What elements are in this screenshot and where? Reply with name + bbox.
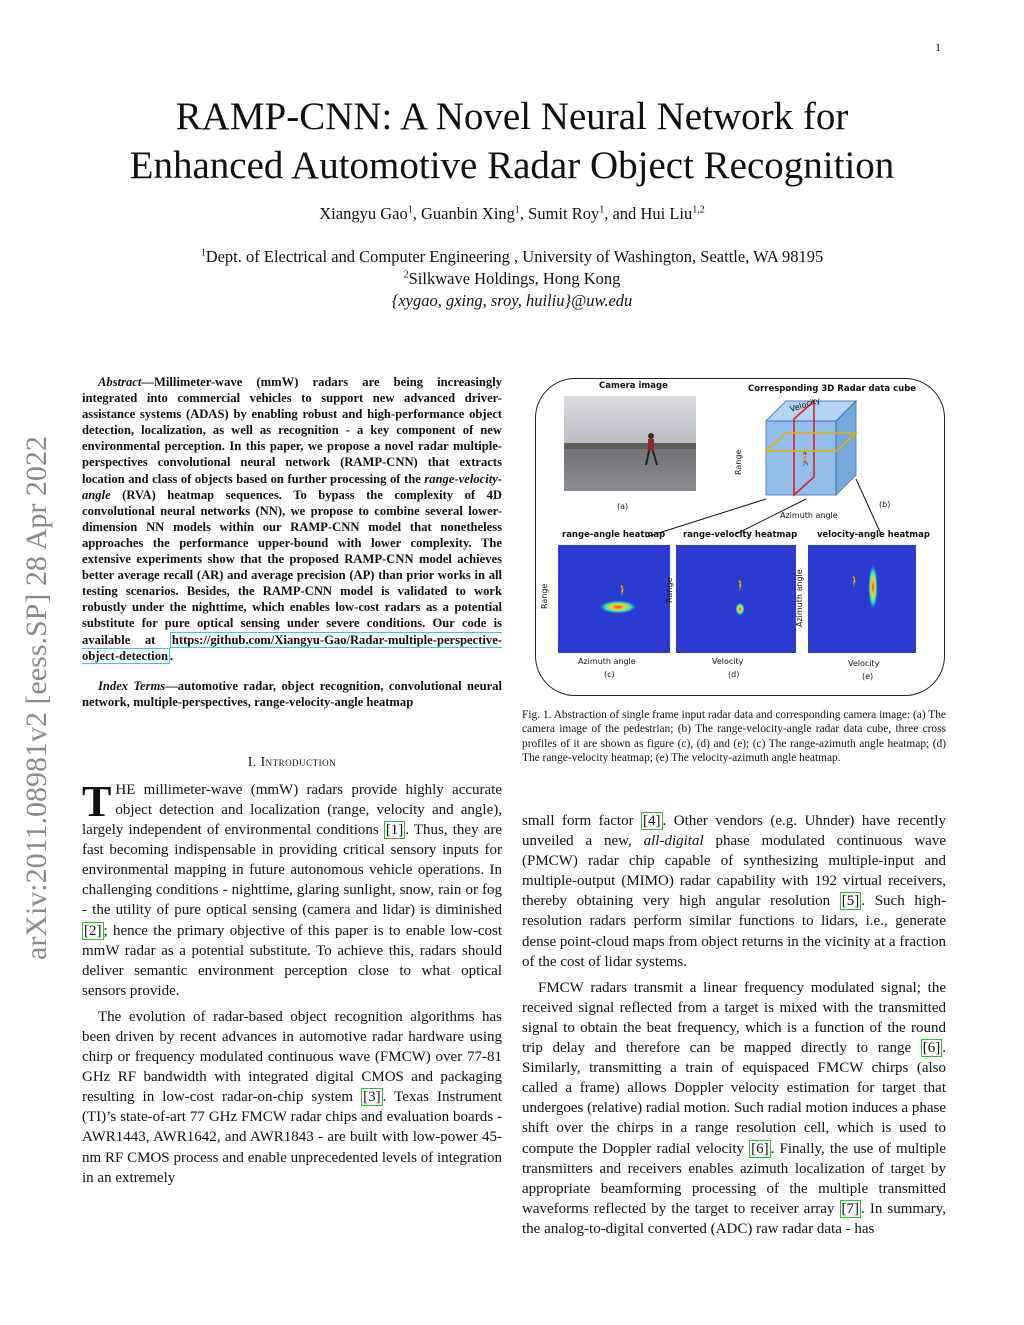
affiliation-1: [60, 246, 964, 268]
para-text: ; hence the primary objective of this paper is to enable low-cost mmW radar as a potential substitute. To achieve this, radars should deliver semantic environment perception close to what optical sensors provide.: [82, 922, 502, 999]
hm1-title: range-angle heatmap: [562, 530, 666, 540]
para-text: FMCW radars transmit a linear frequency modulated signal; the received signal reflected from a target is mixed with the transmitted signal to obtain the beat frequency, which is a function of the round trip delay and therefore can be mapped directly to range: [522, 979, 946, 1057]
label-e: (e): [862, 672, 874, 681]
figure-1: [535, 378, 945, 696]
hm3-target-blob: [868, 563, 878, 611]
index-terms-text: —automotive radar, object recognition, convolutional neural network, multiple-perspectives, range-velocity-angle heatmap: [82, 678, 502, 709]
para-text: phase modulated continuous wave (PMCW) radar chip capable of synthesizing multiple-input and multiple-output (MIMO) radar capability with 192 virtual receivers, thereby obtaining very high angular resolution: [522, 833, 947, 910]
author: Xiangyu Gao: [319, 204, 408, 223]
hm3-xlabel: Velocity: [848, 659, 880, 668]
citation-link[interactable]: [7]: [841, 1200, 860, 1217]
author: Guanbin Xing: [420, 204, 515, 223]
label-b: (b): [879, 500, 891, 509]
page-number: 1: [935, 40, 941, 54]
camera-title: Camera image: [599, 381, 668, 391]
cube-pedestrian-icon: 🚶: [798, 452, 813, 466]
author-sep: , and: [604, 204, 641, 223]
paper-title: [60, 92, 964, 190]
para-text: . Such high-resolution radars perform similar functions to lidars, i.e., generate dense point-cloud maps from object returns in the vicinity at a fraction of the cost of lidar systems.: [522, 893, 946, 970]
para-text: . Other vendors (e.g. Uhnder) have recently unveiled a new,: [522, 813, 946, 850]
para-text: small form factor: [522, 813, 642, 829]
citation-link[interactable]: [2]: [84, 922, 102, 939]
citation-link[interactable]: [6]: [751, 1140, 769, 1157]
section-heading: [82, 754, 502, 770]
section-number: I.: [247, 753, 257, 769]
code-link[interactable]: https://github.com/Xiangyu-Gao/Radar-multiple-perspective-object-detection: [82, 632, 502, 663]
hm1-ylabel: Range: [540, 583, 549, 609]
arxiv-stamp: arXiv:2011.08981v2 [eess.SP] 28 Apr 2022: [20, 436, 53, 960]
hm3-pedestrian-icon: 🚶: [848, 576, 862, 588]
radar-cube: [766, 401, 856, 495]
index-terms: [82, 678, 502, 710]
para-text: . Thus, they are fast becoming indispensable in providing critical sensory inputs for environmental mapping in future autonomous vehicle operations. In challenging conditions - nighttime, glaring sunlight, snow, rain or fog - the utility of pure optical sensing (camera and lidar) is diminished: [82, 822, 502, 919]
hm2-target-blob: [735, 602, 745, 616]
section-title: Introduction: [260, 753, 337, 769]
hm2-pedestrian-icon: 🚶: [734, 580, 748, 592]
left-column: [82, 374, 502, 1188]
para-text: The evolution of radar-based object recognition algorithms has been driven by recent advances in automotive radar hardware using chirp or frequency modulated continuous wave (FMCW) over 77-81 GHz RF bandwidth with integrated digital CMOS and packaging resulting in low-cost radar-on-chip system: [82, 1008, 502, 1106]
abstract-label: Abstract: [98, 375, 142, 389]
abstract: [82, 374, 502, 664]
author: Sumit Roy: [528, 204, 600, 223]
author-list: [60, 204, 964, 224]
author-sup: 1,2: [692, 204, 705, 216]
hm1-xlabel: Azimuth angle: [578, 657, 636, 666]
author-sup: 1: [599, 204, 605, 216]
right-paragraph-2: [522, 978, 946, 1239]
hm3-ylabel: Azimuth angle: [795, 569, 804, 627]
citation-link[interactable]: [4]: [643, 813, 661, 829]
title-line-2: Enhanced Automotive Radar Object Recognition: [129, 144, 895, 187]
label-c: (c): [604, 670, 615, 679]
author-sup: 1: [407, 204, 413, 216]
dropcap: T: [82, 776, 112, 826]
affiliation-2: [60, 268, 964, 290]
figure-1-graphic: [536, 379, 946, 697]
para-text: . Texas Instrument (TI)’s state-of-art 77 GHz FMCW radar chips and evaluation boards - AWR1443, AWR1642, and AWR1843 - are built with low-power 45-nm RF CMOS process and enable unprecedented levels of integration in an extremely: [82, 1089, 502, 1186]
affil-sup: 2: [403, 269, 409, 281]
para-text: . Similarly, transmitting a train of equispaced FMCW chirps (also called a frame) allows Doppler velocity estimation for target that undergoes (relative) radial motion. Such radial motion induces a phase shift over the chirps in a range resolution cell, which is used to compute the Doppler radial velocity: [522, 1040, 946, 1157]
cube-range-label: Range: [734, 449, 743, 475]
hm2-title: range-velocity heatmap: [683, 530, 798, 540]
citation-link[interactable]: [1]: [385, 822, 404, 839]
hm1-target-blob: [598, 600, 638, 614]
para-text: . Finally, the use of multiple transmitters and receivers enables azimuth localization of target by appropriate beamforming processing of the multiple transmitted waveforms reflected by the target to receiver array: [522, 1140, 946, 1217]
tree-line: [564, 443, 696, 449]
heatmap-range-velocity: [676, 545, 796, 653]
title-line-1: RAMP-CNN: A Novel Neural Network for: [175, 95, 849, 138]
heatmap-range-angle: [558, 545, 670, 653]
intro-paragraph-2: [82, 1007, 502, 1188]
figure-caption: Fig. 1. Abstraction of single frame input radar data and corresponding camera image: (a) The camera image of the pedestrian; (b) The range-velocity-angle radar data cube, three cross profiles of it are shown as figure (c), (d) and (e); (c) The range-azimuth angle heatmap; (d) The range-velocity heatmap; (e) The velocity-azimuth angle heatmap.: [522, 709, 946, 764]
citation-link[interactable]: [5]: [841, 893, 860, 910]
hm3-title: velocity-angle heatmap: [817, 530, 930, 540]
abstract-text: (RVA) heatmap sequences. To bypass the complexity of 4D convolutional neural networks (NN), we propose to combine several lower-dimension NN models within our RAMP-CNN model that nonetheless approaches the performance upper-bound with lower complexity. The extensive experiments show that the proposed RAMP-CNN model achieves better average recall (AR) and average precision (AP) than prior works in all testing scenarios. Besides, the RAMP-CNN model is validated to work robustly under the nighttime, which enables low-cost radars as a potential substitute for pure optical sensing under severe conditions. Our code is available at: [82, 487, 502, 647]
author-sep: ,: [519, 204, 529, 223]
affiliations: [60, 246, 964, 312]
right-column: [522, 811, 946, 1239]
cube-velocity-label: Velocity: [788, 395, 822, 414]
cube-title: Corresponding 3D Radar data cube: [748, 384, 917, 394]
affil-text: Silkwave Holdings, Hong Kong: [408, 269, 621, 288]
para-italic: all-digital: [643, 833, 704, 850]
affil-sup: 1: [200, 247, 206, 259]
affil-text: Dept. of Electrical and Computer Engineering , University of Washington, Seattle, WA 98195: [205, 247, 824, 266]
author-emails: {xygao, gxing, sroy, huiliu}@uw.edu: [391, 291, 633, 310]
citation-link[interactable]: [3]: [363, 1089, 381, 1106]
label-d: (d): [728, 670, 740, 679]
heatmap-velocity-angle: [808, 545, 916, 653]
label-a: (a): [617, 502, 629, 511]
author: Hui Liu: [640, 204, 693, 223]
author-sep: ,: [412, 204, 421, 223]
intro-paragraph-1: [82, 776, 502, 1001]
para-text: HE millimeter-wave (mmW) radars provide highly accurate object detection and localization (range, velocity and angle), largely independent of environmental conditions: [82, 781, 502, 839]
hm2-xlabel: Velocity: [712, 657, 744, 666]
abstract-text: —Millimeter-wave (mmW) radars are being increasingly integrated into commercial vehicles to support new advanced driver-assistance systems (ADAS) by enabling robust and high-performance object detection, localization, as well as recognition - a key component of new environmental perception. In this paper, we propose a novel radar multiple-perspectives convolutional neural network (RAMP-CNN) that extracts location and class of objects based on further processing of the: [82, 375, 502, 486]
citation-link[interactable]: [6]: [922, 1040, 941, 1057]
author-sup: 1: [514, 204, 520, 216]
right-paragraph-1: [522, 811, 946, 972]
abstract-italic: range-velocity-angle: [82, 471, 502, 502]
abstract-end: .: [170, 648, 174, 663]
cube-azimuth-label: Azimuth angle: [780, 511, 838, 520]
index-terms-label: Index Terms: [98, 678, 166, 693]
para-text: . In summary, the analog-to-digital converted (ADC) raw radar data - has: [522, 1200, 946, 1237]
hm2-ylabel: Range: [665, 577, 674, 603]
hm1-pedestrian-icon: 🚶: [616, 585, 630, 597]
